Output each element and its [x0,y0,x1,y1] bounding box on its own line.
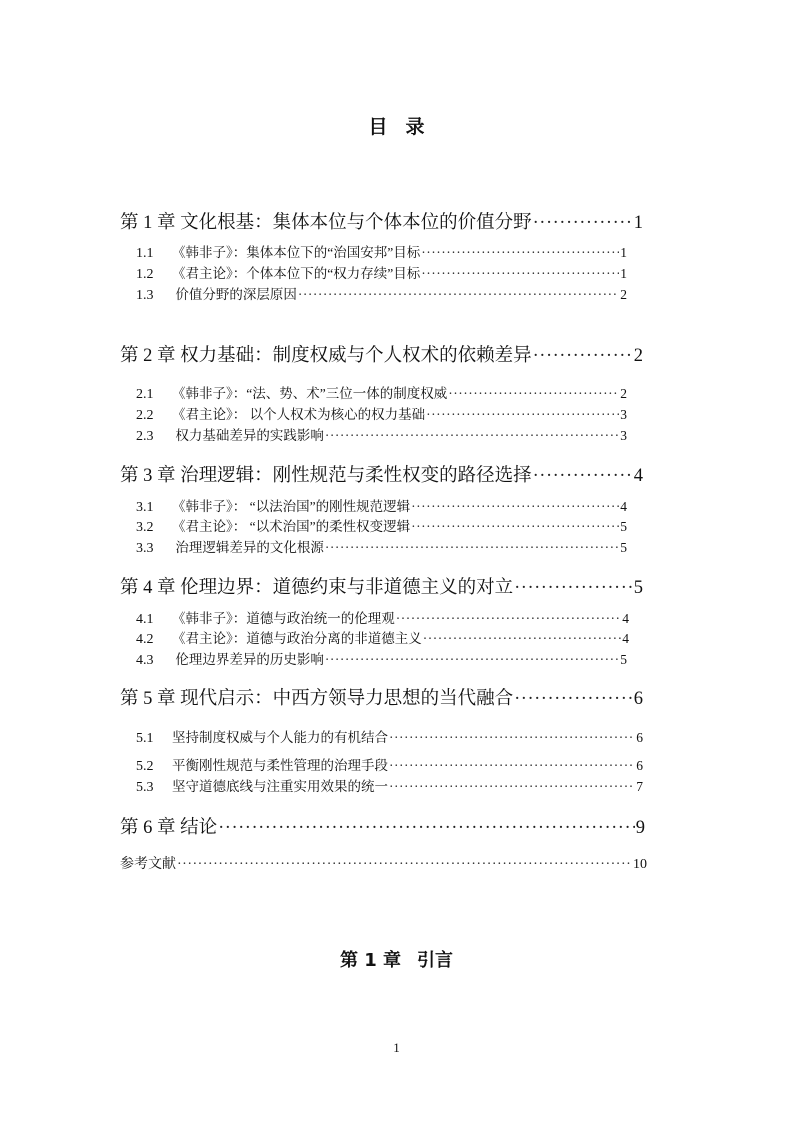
toc-chapter-label: 第 2 章 权力基础：制度权威与个人权术的依赖差异 [120,346,532,366]
toc-section-title: 坚持制度权威与个人能力的有机结合 [172,730,388,745]
toc-section-2-1[interactable] [136,382,627,403]
toc-section-3-1[interactable] [136,495,627,516]
toc-section-number: 4.3 [136,653,154,668]
chapter-1-heading [0,946,793,972]
leader-dots [389,758,635,774]
toc-chapter-label: 第 4 章 伦理边界：道德约束与非道德主义的对立 [120,578,514,598]
leader-dots [325,652,619,668]
toc-section-title: 《君主论》： “以术治国”的柔性权变逻辑 [172,519,411,534]
leader-dots [389,779,635,795]
toc-chapter-label: 第 5 章 现代启示：中西方领导力思想的当代融合 [120,689,514,709]
toc-page-number: 4 [622,631,629,646]
toc-section-title: 价值分野的深层原因 [172,287,297,302]
toc-title-part-2: 录 [405,116,425,138]
toc-section-number: 3.2 [136,520,154,535]
leader-dots [389,730,635,746]
toc-page-number: 6 [636,758,643,773]
toc-chapter-label: 第 3 章 治理逻辑：刚性规范与柔性权变的路径选择 [120,466,532,486]
toc-section-number: 5.2 [136,759,154,774]
leader-dots [325,540,619,556]
toc-section-number: 5.3 [136,780,154,795]
toc-section-number: 3.1 [136,500,154,515]
toc-section-5-1[interactable] [136,726,643,747]
toc-section-number: 3.3 [136,541,154,556]
leader-dots [533,213,633,234]
toc-section-2-2[interactable] [136,403,627,424]
leader-dots [396,611,622,627]
toc-page-number: 1 [620,245,627,260]
toc-section-5-2[interactable] [136,754,643,775]
toc-section-title: 《韩非子》：“法、势、术”三位一体的制度权威 [172,386,448,401]
toc-page-number: 2 [620,386,627,401]
leader-dots [421,266,619,282]
toc-section-number: 2.2 [136,408,154,423]
toc-page-number: 2 [620,287,627,302]
toc-page-number: 1 [633,213,643,233]
toc-section-1-3[interactable] [136,283,627,304]
leader-dots [177,857,632,873]
toc-references[interactable] [120,853,647,873]
toc-section-title: 《韩非子》：道德与政治统一的伦理观 [172,611,395,626]
leader-dots [448,386,619,402]
toc-section-3-2[interactable] [136,515,627,536]
toc-page-number: 4 [633,466,643,486]
toc-chapter-label: 第 1 章 文化根基：集体本位与个体本位的价值分野 [120,213,532,233]
leader-dots [298,287,619,303]
toc-section-title: 《君主论》： 以个人权术为核心的权力基础 [172,407,426,422]
toc-section-number: 2.1 [136,387,154,402]
toc-section-number: 4.2 [136,632,154,647]
toc-page-number: 2 [633,346,643,366]
toc-section-title: 《君主论》：个体本位下的“权力存续”目标 [172,266,421,281]
toc-section-3-3[interactable] [136,536,627,557]
toc-page-number: 5 [620,519,627,534]
toc-section-title: 《君主论》：道德与政治分离的非道德主义 [172,631,422,646]
toc-section-4-1[interactable] [136,607,629,628]
toc-title [0,112,793,139]
toc-section-number: 1.2 [136,267,154,282]
toc-page-number: 4 [620,499,627,514]
toc-references-label: 参考文献 [120,857,176,872]
toc-chapter-1[interactable] [120,208,643,234]
toc-chapter-6[interactable] [120,813,645,839]
toc-chapter-3[interactable] [120,461,643,487]
toc-page-number: 5 [620,540,627,555]
toc-section-1-1[interactable] [136,241,627,262]
toc-section-number: 4.1 [136,612,154,627]
leader-dots [426,407,619,423]
toc-section-number: 2.3 [136,429,154,444]
toc-section-title: 《韩非子》： “以法治国”的刚性规范逻辑 [172,499,411,514]
toc-title-part-1: 目 [368,116,388,138]
leader-dots [411,519,619,535]
toc-section-title: 《韩非子》：集体本位下的“治国安邦”目标 [172,245,421,260]
toc-page-number: 6 [633,689,643,709]
toc-page-number: 3 [620,428,627,443]
page-number-footer: 1 [393,1040,400,1055]
toc-chapter-label: 第 6 章 结论 [120,818,218,838]
toc-section-2-3[interactable] [136,424,627,445]
toc-section-title: 权力基础差异的实践影响 [172,428,324,443]
toc-section-number: 1.3 [136,288,154,303]
toc-section-4-2[interactable] [136,627,629,648]
leader-dots [514,689,633,710]
toc-page-number: 9 [635,818,645,838]
toc-section-title: 治理逻辑差异的文化根源 [172,540,324,555]
leader-dots [218,818,635,839]
toc-page-number: 5 [633,578,643,598]
leader-dots [325,428,619,444]
toc-section-4-3[interactable] [136,648,627,669]
leader-dots [514,578,633,599]
toc-chapter-2[interactable] [120,341,643,367]
toc-chapter-4[interactable] [120,573,643,599]
chapter-heading-title: 引言 [417,950,454,971]
leader-dots [421,245,619,261]
toc-page-number: 5 [620,652,627,667]
toc-page-number: 1 [620,266,627,281]
toc-section-title: 伦理边界差异的历史影响 [172,652,324,667]
chapter-heading-number: 第 1 章 [339,950,402,971]
toc-chapter-5[interactable] [120,684,643,710]
toc-section-5-3[interactable] [136,775,643,796]
leader-dots [533,466,633,487]
toc-page-number: 6 [636,730,643,745]
toc-section-title: 平衡刚性规范与柔性管理的治理手段 [172,758,388,773]
toc-page-number: 7 [636,779,643,794]
leader-dots [533,346,633,367]
toc-page-number: 10 [633,857,647,872]
leader-dots [411,499,619,515]
toc-section-number: 5.1 [136,731,154,746]
toc-section-1-2[interactable] [136,262,627,283]
toc-section-title: 坚守道德底线与注重实用效果的统一 [172,779,388,794]
toc-page-number: 4 [622,611,629,626]
leader-dots [423,631,622,647]
toc-page-number: 3 [620,407,627,422]
toc-section-number: 1.1 [136,246,154,261]
